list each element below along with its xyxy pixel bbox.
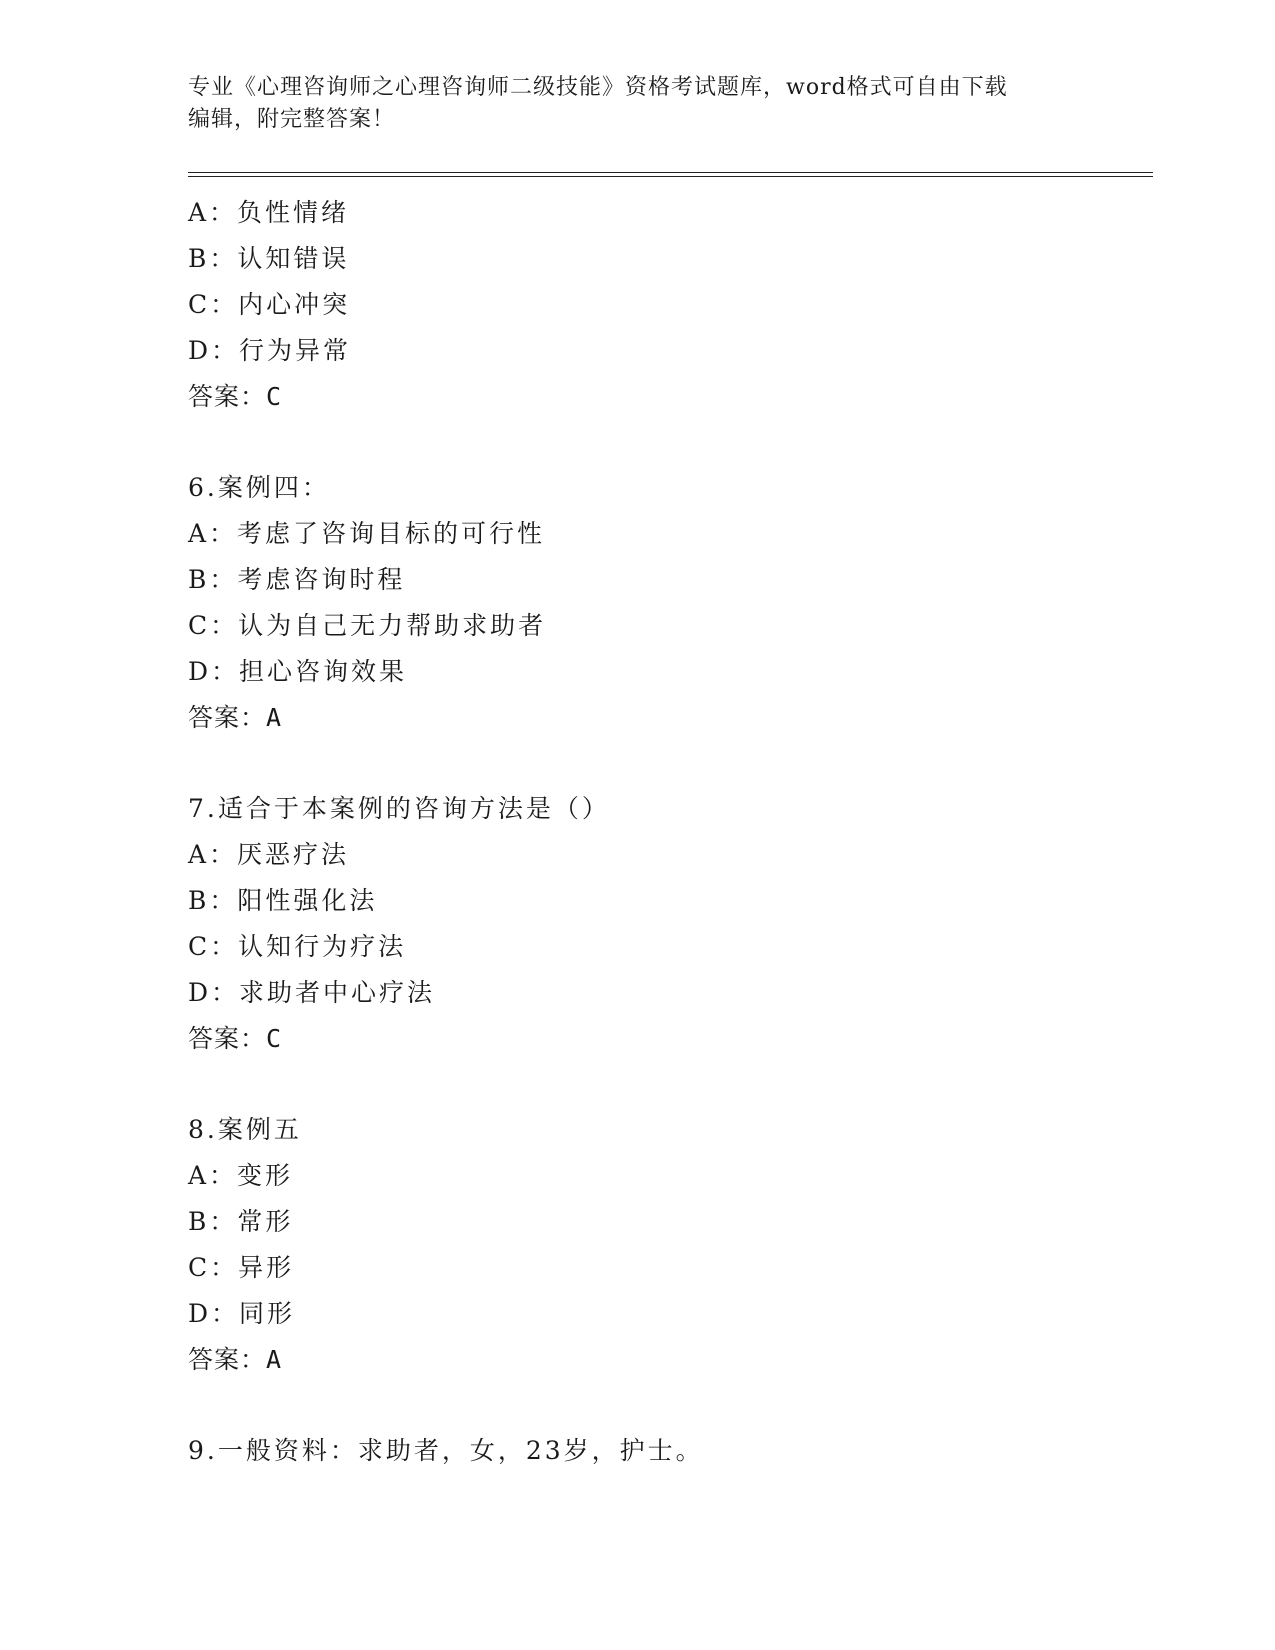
option-d: D：同形: [188, 1299, 296, 1328]
question-stem: 6.案例四：: [188, 473, 330, 502]
header-divider-bottom: [188, 176, 1153, 177]
option-c: C：认知行为疗法: [188, 932, 407, 961]
option-a: A：变形: [188, 1161, 294, 1190]
question-list: [188, 190, 1148, 1474]
option-d: D：行为异常: [188, 336, 352, 365]
question-stem: 8.案例五: [188, 1115, 302, 1144]
option-b: B：考虑咨询时程: [188, 565, 406, 594]
option-b: B：认知错误: [188, 244, 350, 273]
option-a: A：考虑了咨询目标的可行性: [188, 519, 546, 548]
question-block: [188, 190, 1148, 420]
question-block: [188, 1428, 1148, 1474]
question-block: [188, 786, 1148, 1062]
option-b: B：阳性强化法: [188, 886, 378, 915]
option-c: C：内心冲突: [188, 290, 351, 319]
question-block: [188, 1107, 1148, 1383]
document-header: [188, 72, 1088, 136]
question-stem: 7.适合于本案例的咨询方法是（）: [188, 794, 610, 823]
option-a: A：厌恶疗法: [188, 840, 350, 869]
answer: 答案：A: [188, 703, 283, 732]
question-stem: 9.一般资料：求助者，女，23岁，护士。: [188, 1436, 704, 1465]
header-line-2: 编辑，附完整答案！: [188, 107, 396, 132]
option-d: D：求助者中心疗法: [188, 978, 436, 1007]
answer: 答案：C: [188, 1024, 283, 1053]
header-line-1: 专业《心理咨询师之心理咨询师二级技能》资格考试题库，word格式可自由下载: [188, 75, 1008, 100]
option-b: B：常形: [188, 1207, 294, 1236]
option-c: C：异形: [188, 1253, 295, 1282]
option-a: A：负性情绪: [188, 198, 350, 227]
question-block: [188, 465, 1148, 741]
option-d: D：担心咨询效果: [188, 657, 408, 686]
answer: 答案：A: [188, 1345, 283, 1374]
header-divider-top: [188, 172, 1153, 173]
option-c: C：认为自己无力帮助求助者: [188, 611, 547, 640]
answer: 答案：C: [188, 382, 283, 411]
